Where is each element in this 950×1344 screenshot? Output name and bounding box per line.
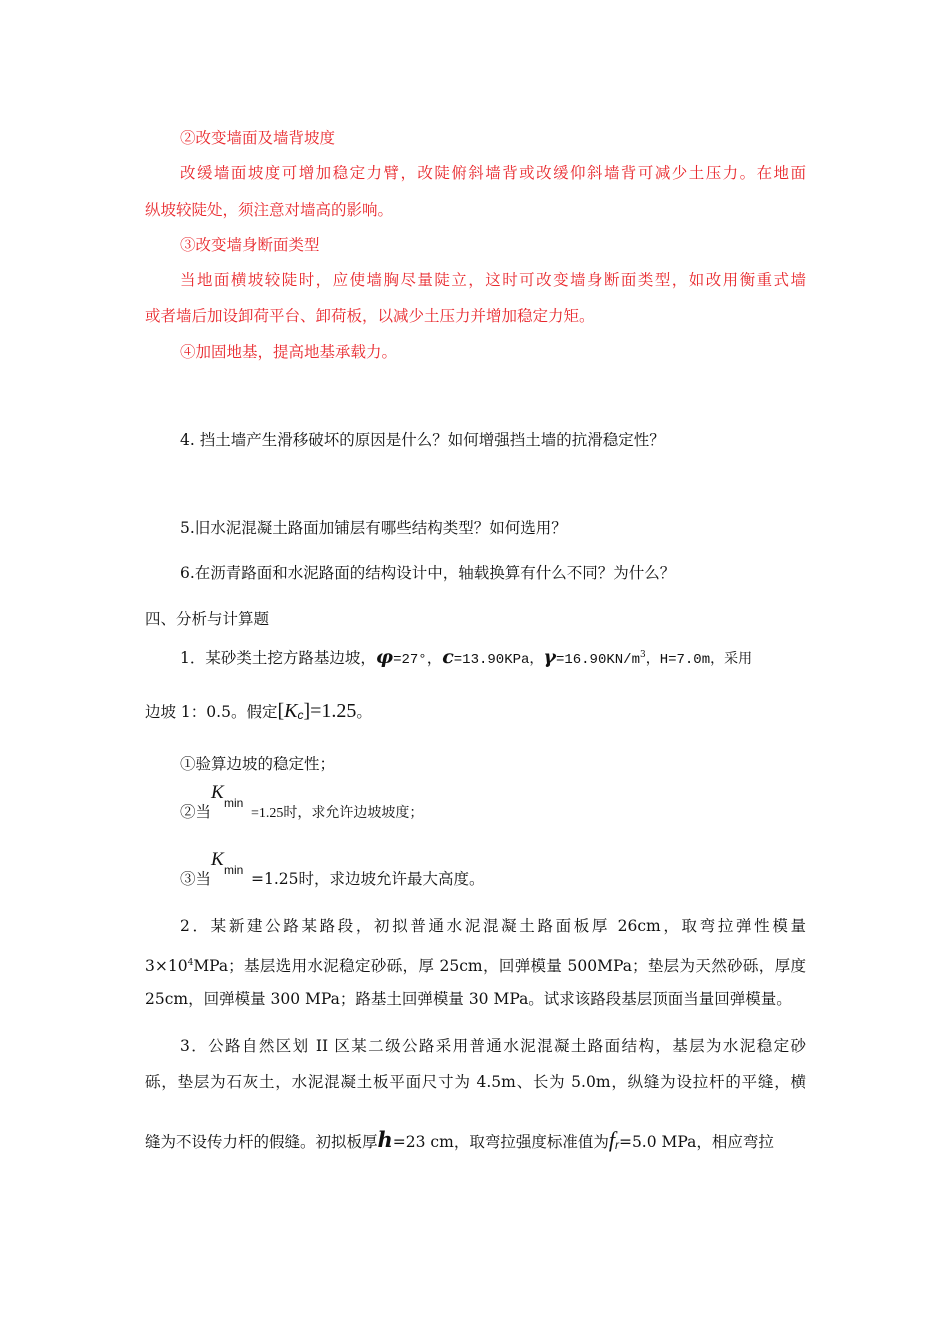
problem3-line3: 缝为不设传力杆的假缝。初拟板厚h=23 cm，取弯拉强度标准值为fr=5.0 MPa，相应弯拉 <box>145 1127 774 1152</box>
problem2-line3: 25cm，回弹模量 300 MPa；路基土回弹模量 30 MPa。试求该路段基层顶面当量回弹模量。 <box>145 990 792 1008</box>
problem3-line1: 3．公路自然区划 II 区某二级公路采用普通水泥混凝土路面结构，基层为水泥稳定砂 <box>180 1037 806 1055</box>
heading-change-section: ③改变墙身断面类型 <box>180 236 320 254</box>
problem1-item2: ②当 K min =1.25时，求允许边坡坡度； <box>180 782 424 821</box>
paragraph-section-line2: 或者墙后加设卸荷平台、卸荷板，以减少土压力并增加稳定力矩。 <box>145 307 595 325</box>
problem1-item3: ③当 K min =1.25时，求边坡允许最大高度。 <box>180 849 485 888</box>
problem1-line2: 边坡 1：0.5。假定[Kc]=1.25。 <box>145 700 372 722</box>
phi-symbol: φ <box>375 646 394 668</box>
paragraph-slope-line1: 改缓墙面坡度可增加稳定力臂，改陡俯斜墙背或改缓仰斜墙背可减少土压力。在地面 <box>180 164 806 182</box>
problem1-line1: 1．某砂类土挖方路基边坡，φ=27°，c=13.90KPa，$\gamma=16.90KN/m^3$，H=7.0m，采用 <box>180 646 753 668</box>
gamma-symbol: γ <box>543 646 556 668</box>
question-5: 5.旧水泥混凝土路面加铺层有哪些结构类型？如何选用？ <box>180 519 567 537</box>
problem2-line1: 2．某新建公路某路段，初拟普通水泥混凝土路面板厚 26cm，取弯拉弹性模量 <box>180 917 806 935</box>
question-4: 4. 挡土墙产生滑移破坏的原因是什么？如何增强挡土墙的抗滑稳定性？ <box>180 431 665 449</box>
question-6: 6.在沥青路面和水泥路面的结构设计中，轴载换算有什么不同？为什么？ <box>180 564 676 582</box>
problem1-item1: ①验算边坡的稳定性； <box>180 755 336 773</box>
heading-reinforce-foundation: ④加固地基，提高地基承载力。 <box>180 343 398 361</box>
paragraph-slope-line2: 纵坡较陡处，须注意对墙高的影响。 <box>145 201 394 219</box>
problem2-line2: $3\times 10^4MPa$；基层选用水泥稳定砂砾，厚 25cm，回弹模量 500MPa；垫层为天然砂砾，厚度 <box>145 957 806 975</box>
c-symbol: c <box>442 646 454 668</box>
problem3-line2: 砾，垫层为石灰土，水泥混凝土板平面尺寸为 4.5m、长为 5.0m，纵缝为设拉杆的平缝，横 <box>145 1073 806 1091</box>
f-symbol: f <box>608 1127 615 1152</box>
h-symbol: h <box>377 1127 393 1152</box>
section-title: 四、分析与计算题 <box>145 610 270 628</box>
paragraph-section-line1: 当地面横坡较陡时，应使墙胸尽量陡立，这时可改变墙身断面类型，如改用衡重式墙 <box>180 271 806 289</box>
heading-change-slope: ②改变墙面及墙背坡度 <box>180 129 336 147</box>
